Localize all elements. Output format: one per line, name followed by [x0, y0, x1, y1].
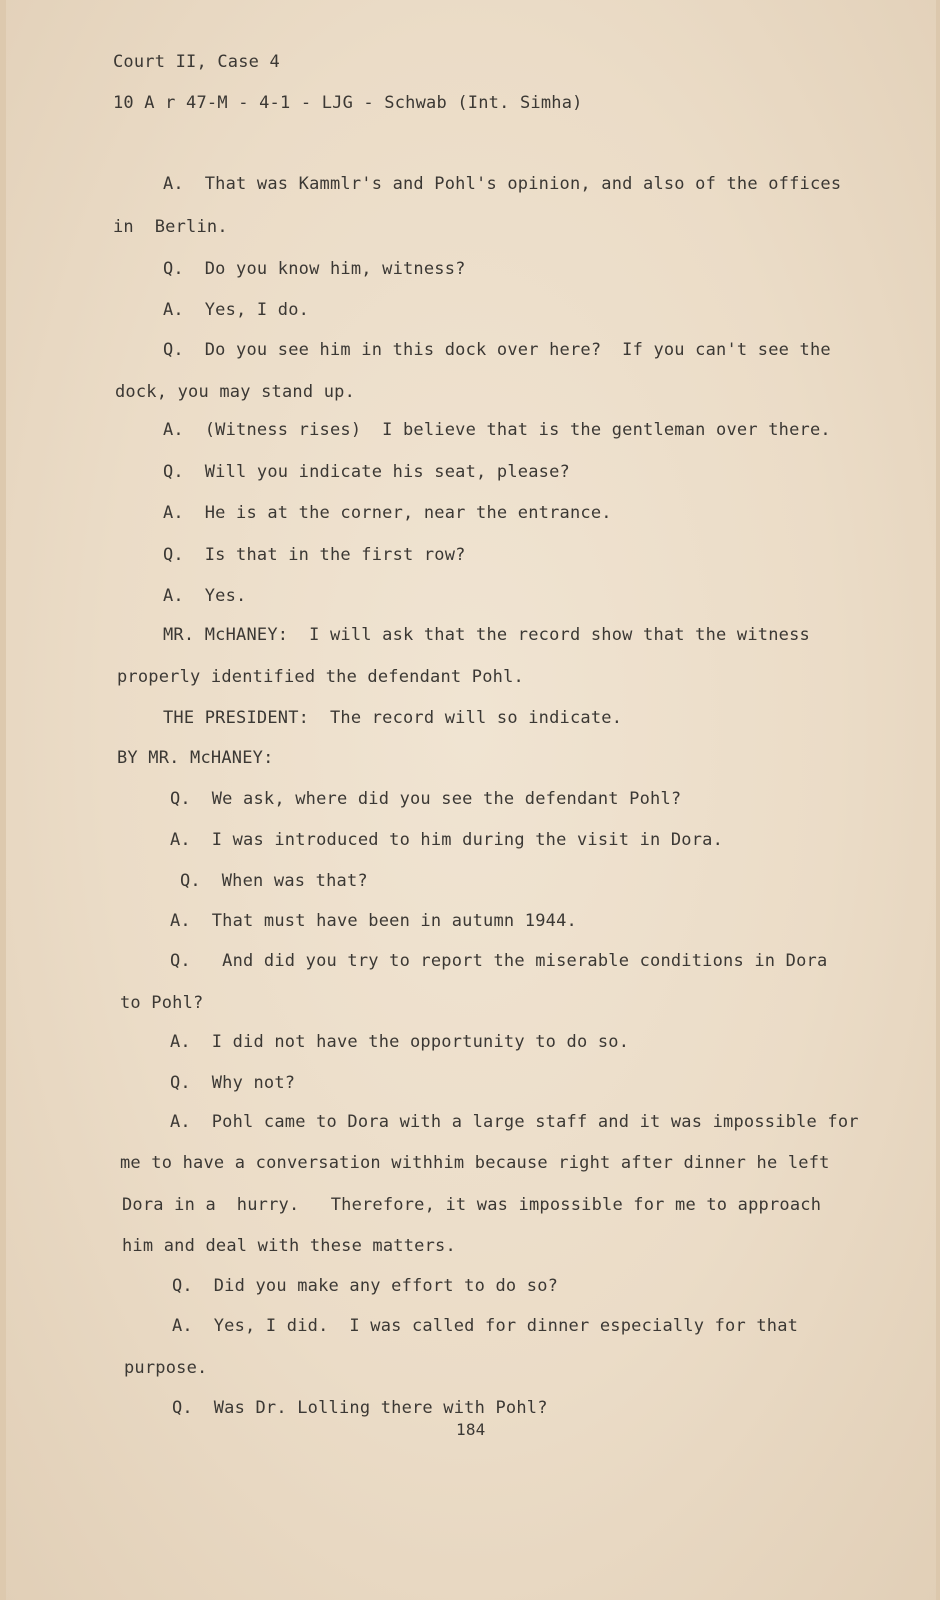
transcript-line: BY MR. McHANEY: [117, 748, 274, 768]
transcript-line: A. That must have been in autumn 1944. [170, 911, 577, 931]
transcript-line: in Berlin. [113, 217, 228, 237]
transcript-line: Q. Is that in the first row? [163, 545, 466, 565]
transcript-line: Q. Do you see him in this dock over here? If you can't see the [163, 340, 831, 360]
transcript-line: Q. We ask, where did you see the defendant Pohl? [170, 789, 682, 809]
transcript-line: Q. Why not? [170, 1073, 296, 1093]
transcript-line: him and deal with these matters. [122, 1236, 456, 1256]
transcript-line: A. I did not have the opportunity to do so. [170, 1032, 630, 1052]
page-number: 184 [456, 1420, 486, 1439]
session-reference: 10 A r 47-M - 4-1 - LJG - Schwab (Int. Simha) [113, 93, 583, 113]
transcript-line: A. (Witness rises) I believe that is the gentleman over there. [163, 420, 831, 440]
transcript-line: A. Yes, I do. [163, 300, 310, 320]
transcript-line: purpose. [124, 1358, 208, 1378]
transcript-line: MR. McHANEY: I will ask that the record show that the witness [163, 625, 810, 645]
transcript-line: A. Pohl came to Dora with a large staff and it was impossible for [170, 1112, 859, 1132]
transcript-line: to Pohl? [120, 993, 204, 1013]
transcript-line: dock, you may stand up. [115, 382, 356, 402]
court-case-heading: Court II, Case 4 [113, 52, 280, 72]
transcript-line: A. He is at the corner, near the entrance. [163, 503, 612, 523]
transcript-line: THE PRESIDENT: The record will so indicate. [163, 708, 623, 728]
transcript-line: properly identified the defendant Pohl. [117, 667, 524, 687]
transcript-line: Q. Was Dr. Lolling there with Pohl? [172, 1398, 548, 1418]
transcript-line: Dora in a hurry. Therefore, it was impossible for me to approach [122, 1195, 822, 1215]
transcript-line: me to have a conversation withhim because right after dinner he left [120, 1153, 830, 1173]
transcript-line: Q. And did you try to report the miserable conditions in Dora [170, 951, 828, 971]
transcript-line: A. Yes, I did. I was called for dinner especially for that [172, 1316, 799, 1336]
transcript-line: Q. Did you make any effort to do so? [172, 1276, 559, 1296]
transcript-line: Q. Do you know him, witness? [163, 259, 466, 279]
transcript-line: A. Yes. [163, 586, 247, 606]
transcript-line: Q. Will you indicate his seat, please? [163, 462, 570, 482]
transcript-line: A. I was introduced to him during the visit in Dora. [170, 830, 724, 850]
transcript-line: Q. When was that? [180, 871, 368, 891]
transcript-line: A. That was Kammlr's and Pohl's opinion, and also of the offices [163, 174, 842, 194]
